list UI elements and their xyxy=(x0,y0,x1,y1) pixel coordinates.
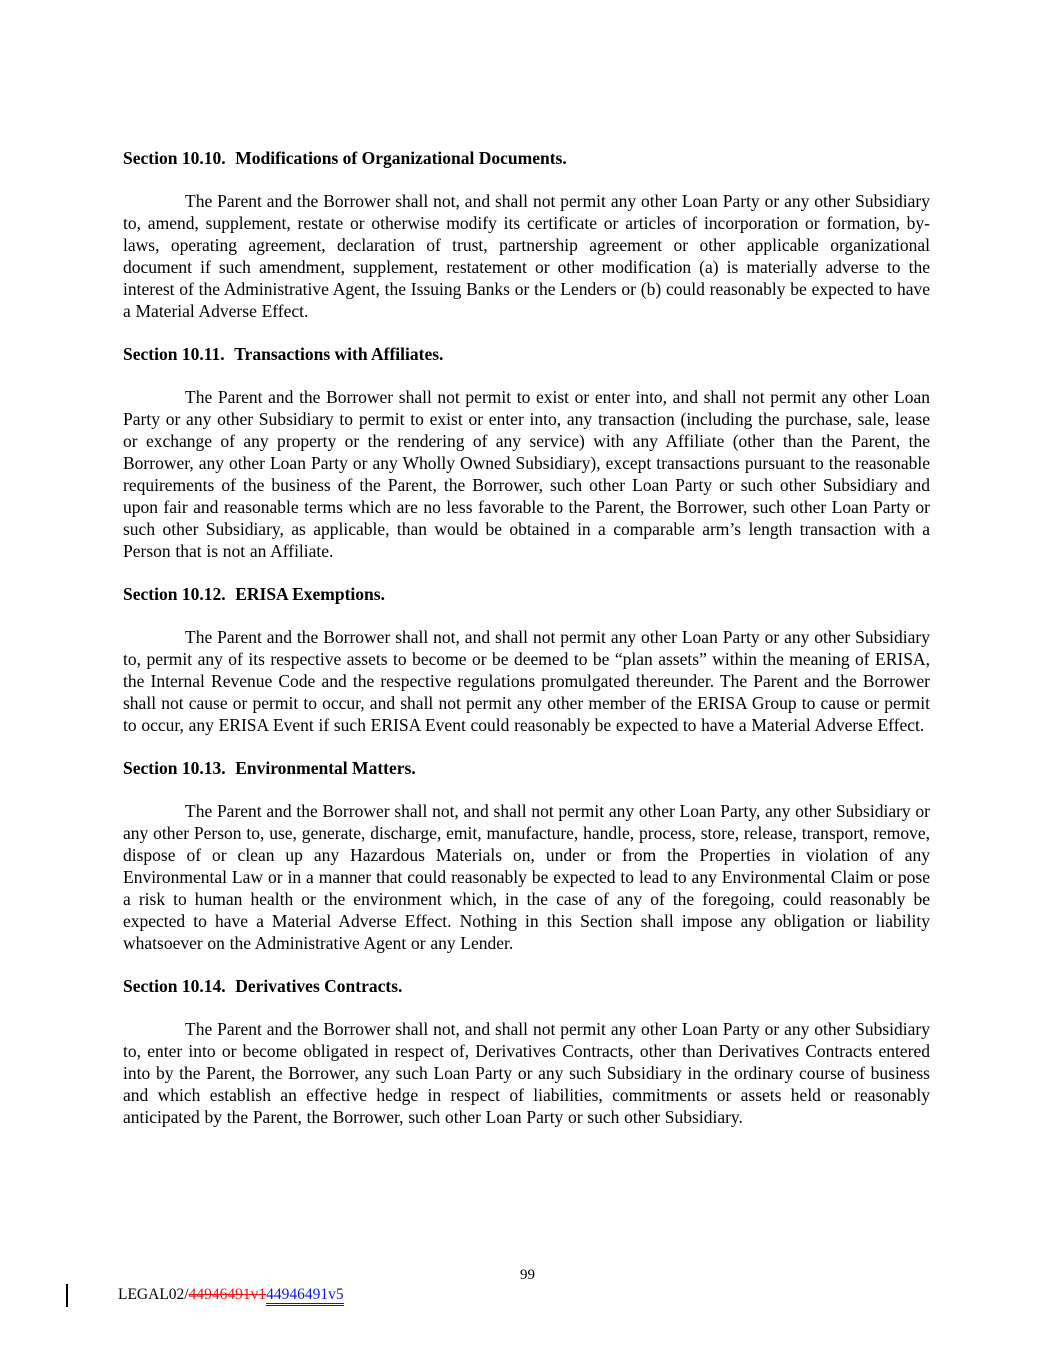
footer-deleted-ref: 44946491v1 xyxy=(188,1286,267,1303)
section-paragraph: The Parent and the Borrower shall not permit to exist or enter into, and shall not permit any other Loan Party or any other Subsidiary to permit to exist or enter into, any transaction (including the purchase, sale, lease or exchange of any property or the rendering of any service) with any Affiliate (other than the Parent, the Borrower, any other Loan Party or any Wholly Owned Subsidiary), except transactions pursuant to the reasonable requirements of the business of the Parent, the Borrower, such other Loan Party or such other Subsidiary and upon fair and reasonable terms which are no less favorable to the Parent, the Borrower, such other Loan Party or such other Subsidiary, as applicable, than would be obtained in a comparable arm’s length transaction with a Person that is not an Affiliate. xyxy=(123,387,930,561)
section-10-10 xyxy=(123,147,930,322)
footer-doc-id-prefix: LEGAL02/ xyxy=(118,1286,189,1303)
section-heading xyxy=(123,583,930,605)
section-title: Modifications of Organizational Documents. xyxy=(235,148,567,168)
section-title: Derivatives Contracts. xyxy=(235,976,403,996)
section-number: Section 10.13. xyxy=(123,758,226,778)
section-paragraph: The Parent and the Borrower shall not, and shall not permit any other Loan Party or any other Subsidiary to, amend, supplement, restate or otherwise modify its certificate or articles of incorporation or formation, by-laws, operating agreement, declaration of trust, partnership agreement or other applicable organizational document if such amendment, supplement, restatement or other modification (a) is materially adverse to the interest of the Administrative Agent, the Issuing Banks or the Lenders or (b) could reasonably be expected to have a Material Adverse Effect. xyxy=(123,191,930,321)
section-number: Section 10.11. xyxy=(123,344,225,364)
section-number: Section 10.14. xyxy=(123,976,226,996)
section-heading xyxy=(123,147,930,169)
section-paragraph: The Parent and the Borrower shall not, and shall not permit any other Loan Party or any other Subsidiary to, enter into or become obligated in respect of, Derivatives Contracts, other than Derivatives Contracts entered into by the Parent, the Borrower, any such Loan Party or any such Subsidiary in the ordinary course of business and which establish an effective hedge in respect of liabilities, commitments or assets held or reasonably anticipated by the Parent, the Borrower, such other Loan Party or such other Subsidiary. xyxy=(123,1019,930,1127)
section-heading xyxy=(123,343,930,365)
section-10-14 xyxy=(123,975,930,1128)
page-number: 99 xyxy=(520,1267,535,1283)
section-number: Section 10.10. xyxy=(123,148,226,168)
section-10-11 xyxy=(123,343,930,562)
section-heading xyxy=(123,757,930,779)
section-10-12 xyxy=(123,583,930,736)
section-number: Section 10.12. xyxy=(123,584,226,604)
section-heading xyxy=(123,975,930,997)
section-10-13 xyxy=(123,757,930,954)
section-title: ERISA Exemptions. xyxy=(235,584,385,604)
section-paragraph: The Parent and the Borrower shall not, and shall not permit any other Loan Party, any other Subsidiary or any other Person to, use, generate, discharge, emit, manufacture, handle, process, store, release, transport, remove, dispose of or clean up any Hazardous Materials on, under or from the Properties in violation of any Environmental Law or in a manner that could reasonably be expected to lead to any Environmental Claim or pose a risk to human health or the environment which, in the case of any of the foregoing, could reasonably be expected to have a Material Adverse Effect. Nothing in this Section shall impose any obligation or liability whatsoever on the Administrative Agent or any Lender. xyxy=(123,801,930,953)
change-bar xyxy=(66,1284,68,1307)
document-footer xyxy=(118,1285,344,1305)
footer-inserted-ref: 44946491v5 xyxy=(266,1286,344,1306)
section-title: Transactions with Affiliates. xyxy=(234,344,444,364)
document-body xyxy=(123,147,930,1149)
section-title: Environmental Matters. xyxy=(235,758,416,778)
section-paragraph: The Parent and the Borrower shall not, and shall not permit any other Loan Party or any other Subsidiary to, permit any of its respective assets to become or be deemed to be “plan assets” within the meaning of ERISA, the Internal Revenue Code and the respective regulations promulgated thereunder. The Parent and the Borrower shall not cause or permit to occur, and shall not permit any other member of the ERISA Group to cause or permit to occur, any ERISA Event if such ERISA Event could reasonably be expected to have a Material Adverse Effect. xyxy=(123,627,930,735)
